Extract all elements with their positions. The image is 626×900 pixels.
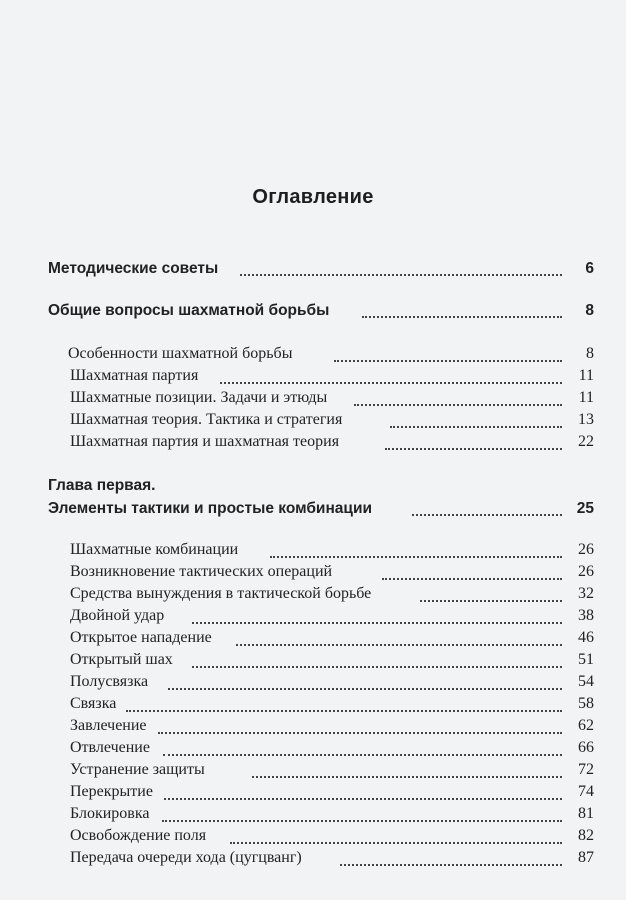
toc-entry-label: Связка	[70, 695, 117, 712]
leader-dots	[164, 796, 562, 800]
leader-dots	[420, 598, 562, 602]
toc-entry-label: Особенности шахматной борьбы	[68, 345, 293, 362]
toc-entry[interactable]	[0, 541, 600, 563]
toc-entry-label: Завлечение	[70, 717, 147, 734]
leader-dots	[354, 402, 562, 406]
toc-entry-label: Шахматная теория. Тактика и стратегия	[70, 411, 343, 428]
chapter-heading: Глава первая.	[48, 477, 156, 494]
leader-dots	[390, 424, 562, 428]
toc-entry[interactable]	[0, 389, 600, 411]
leader-dots	[163, 752, 562, 756]
toc-entry[interactable]	[0, 695, 600, 717]
toc-entry-page: 87	[578, 849, 594, 866]
toc-entry[interactable]	[0, 629, 600, 651]
leader-dots	[382, 576, 562, 580]
toc-entry-page: 11	[578, 389, 594, 406]
leader-dots	[236, 642, 562, 646]
toc-entry[interactable]	[0, 433, 600, 455]
toc-entry-page: 72	[578, 761, 594, 778]
toc-entry-label: Устранение защиты	[70, 761, 205, 778]
toc-entry[interactable]	[0, 651, 600, 673]
toc-entry-methodical[interactable]	[0, 259, 600, 281]
toc-entry-page: 82	[578, 827, 594, 844]
leader-dots	[192, 664, 562, 668]
toc-entry-page: 51	[578, 651, 594, 668]
leader-dots	[192, 620, 562, 624]
toc-entry-page: 38	[578, 607, 594, 624]
toc-entry-label: Передача очереди хода (цугцванг)	[70, 849, 302, 866]
leader-dots	[252, 774, 562, 778]
toc-entry-page: 62	[578, 717, 594, 734]
toc-entry-label: Общие вопросы шахматной борьбы	[48, 302, 330, 319]
toc-entry-page: 58	[578, 695, 594, 712]
leader-dots	[362, 314, 562, 318]
toc-entry[interactable]	[0, 345, 600, 367]
toc-entry[interactable]	[0, 717, 600, 739]
toc-entry[interactable]	[0, 739, 600, 761]
toc-entry[interactable]	[0, 367, 600, 389]
toc-entry-page: 74	[578, 783, 594, 800]
toc-entry-page: 22	[578, 433, 594, 450]
toc-entry-label: Методические советы	[48, 260, 219, 277]
toc-entry-label: Отвлечение	[70, 739, 150, 756]
toc-entry-label: Шахматная партия	[70, 367, 199, 384]
toc-entry-page: 66	[578, 739, 594, 756]
leader-dots	[126, 708, 562, 712]
toc-entry[interactable]	[0, 673, 600, 695]
toc-entry[interactable]	[0, 563, 600, 585]
leader-dots	[168, 686, 562, 690]
leader-dots	[412, 512, 562, 516]
toc-entry-label: Шахматные позиции. Задачи и этюды	[70, 389, 328, 406]
toc-entry-chapter-one[interactable]	[0, 499, 600, 521]
toc-entry-general[interactable]	[0, 301, 600, 323]
toc-entry[interactable]	[0, 849, 600, 871]
toc-entry-label: Открытый шах	[70, 651, 173, 668]
toc-entry-label: Двойной удар	[70, 607, 165, 624]
leader-dots	[162, 818, 562, 822]
toc-entry-label: Освобождение поля	[70, 827, 207, 844]
toc-entry-label: Шахматная партия и шахматная теория	[70, 433, 340, 450]
leader-dots	[340, 862, 562, 866]
leader-dots	[334, 358, 562, 362]
toc-entry-page: 26	[578, 563, 594, 580]
toc-entry-label: Шахматные комбинации	[70, 541, 239, 558]
toc-entry-page: 26	[578, 541, 594, 558]
toc-entry-label: Элементы тактики и простые комбинации	[48, 500, 373, 517]
toc-entry[interactable]	[0, 827, 600, 849]
toc-entry-page: 11	[578, 367, 594, 384]
toc-entry-page: 6	[585, 260, 594, 277]
toc-entry-page: 13	[578, 411, 594, 428]
page-title: Оглавление	[252, 186, 374, 208]
leader-dots	[240, 272, 562, 276]
toc-entry-page: 8	[586, 345, 594, 362]
toc-entry-page: 25	[576, 500, 594, 517]
toc-entry-label: Перекрытие	[70, 783, 153, 800]
toc-entry-label: Полусвязка	[70, 673, 149, 690]
toc-entry-page: 46	[578, 629, 594, 646]
leader-dots	[158, 730, 562, 734]
toc-entry[interactable]	[0, 585, 600, 607]
leader-dots	[230, 840, 562, 844]
toc-entry-label: Открытое нападение	[70, 629, 212, 646]
toc-entry-page: 8	[585, 302, 594, 319]
leader-dots	[385, 446, 562, 450]
toc-entry[interactable]	[0, 805, 600, 827]
toc-entry-page: 54	[578, 673, 594, 690]
toc-entry-label: Блокировка	[70, 805, 150, 822]
toc-entry-label: Средства вынуждения в тактической борьбе	[70, 585, 372, 602]
toc-entry-page: 81	[578, 805, 594, 822]
toc-entry[interactable]	[0, 607, 600, 629]
leader-dots	[220, 380, 562, 384]
toc-entry[interactable]	[0, 783, 600, 805]
toc-entry-page: 32	[578, 585, 594, 602]
toc-entry[interactable]	[0, 761, 600, 783]
leader-dots	[270, 554, 562, 558]
toc-entry-label: Возникновение тактических операций	[70, 563, 333, 580]
toc-entry[interactable]	[0, 411, 600, 433]
